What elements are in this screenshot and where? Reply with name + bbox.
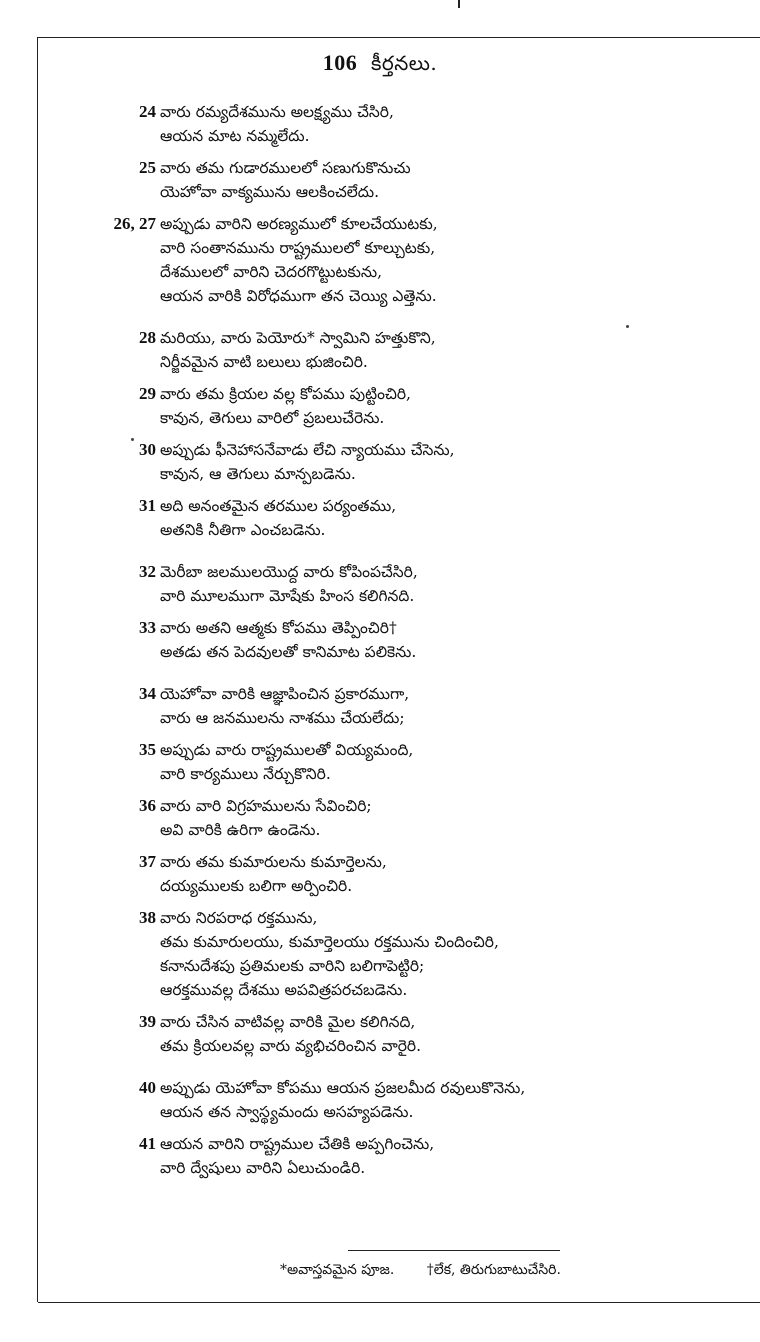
verse-text: అప్పుడు వారిని అరణ్యములో కూలచేయుటకు, xyxy=(160,215,438,233)
verse-text: తమ కుమారులయు, కుమార్తెలయు రక్తమును చిందించిరి, xyxy=(160,933,499,951)
verse-line xyxy=(139,1076,750,1100)
verse-number: 40 xyxy=(139,1078,156,1097)
verse xyxy=(139,1010,750,1058)
bottom-rule xyxy=(38,1302,760,1303)
verse-text: అతడు తన పెదవులతో కానిమాట పలికెను. xyxy=(160,643,417,661)
verse-text: కావున, ఆ తెగులు మాన్పబడెను. xyxy=(160,465,356,483)
verse xyxy=(139,850,750,898)
verse-line xyxy=(139,326,750,350)
verse-text: యెహోవా వారికి ఆజ్ఞాపించిన ప్రకారముగా, xyxy=(160,685,410,703)
verse-text: మరియు, వారు పెయోరు* స్వామిని హత్తుకొని, xyxy=(160,329,436,347)
footnote-2: †లేక, తిరుగుబాటుచేసిరి. xyxy=(426,1262,561,1278)
verse-text: ఆయన తన స్వాస్థ్యమందు అసహ్యపడెను. xyxy=(160,1103,414,1121)
verse-line xyxy=(139,850,750,874)
verse-line xyxy=(139,560,750,584)
verse xyxy=(139,100,750,148)
verse-line xyxy=(160,954,750,978)
verse-text: అవి వారికి ఉరిగా ఉండెను. xyxy=(160,821,321,839)
verse xyxy=(139,794,750,842)
verse-number: 29 xyxy=(139,384,156,403)
verse-line xyxy=(160,406,750,430)
verse-text: వారు తమ క్రియల వల్ల కోపము పుట్టించిరి, xyxy=(160,385,411,403)
speck-mark xyxy=(626,325,629,328)
verse-number: 41 xyxy=(139,1134,156,1153)
verse-line xyxy=(160,462,750,486)
verse-text: ఆయన వారిని రాష్ట్రముల చేతికి అప్పగించెను, xyxy=(160,1135,435,1153)
verse-line xyxy=(160,124,750,148)
left-rule xyxy=(37,37,38,1302)
verse-text: నిర్జీవమైన వాటి బలులు భుజించిరి. xyxy=(160,353,368,371)
verse-text: వారి సంతానమును రాష్ట్రములలో కూల్చుటకు, xyxy=(160,239,436,257)
verse-number: 35 xyxy=(139,740,156,759)
verse-text: యెహోవా వాక్యమును ఆలకించలేదు. xyxy=(160,183,380,201)
verse-text: అప్పుడు యెహోవా కోపము ఆయన ప్రజలమీద రవులుకొనెను, xyxy=(160,1079,526,1097)
verse-line xyxy=(160,284,750,308)
verse-line xyxy=(113,212,750,236)
verse-text: వారు రమ్యదేశమును అలక్ష్యము చేసిరి, xyxy=(160,103,394,121)
verse-text: వారు నిరపరాధ రక్తమును, xyxy=(160,909,318,927)
verse-number: 32 xyxy=(139,562,156,581)
verse-text: ఆయన మాట నమ్మలేదు. xyxy=(160,127,310,145)
verse-line xyxy=(139,382,750,406)
verse-line xyxy=(160,640,750,664)
verse-text: వారి ద్వేషులు వారిని ఏలుచుండిరి. xyxy=(160,1159,366,1177)
page-header xyxy=(0,50,760,80)
verse-text: అప్పుడు వారు రాష్ట్రములతో వియ్యమంది, xyxy=(160,741,414,759)
verse-line xyxy=(160,1156,750,1180)
verse xyxy=(139,906,750,1002)
verse-number: 26, 27 xyxy=(113,214,156,233)
verse xyxy=(139,560,750,608)
verse-line xyxy=(160,518,750,542)
top-tick-mark xyxy=(458,0,460,8)
verse-text: వారు అతని ఆత్మకు కోపము తెప్పించిరి† xyxy=(160,619,397,637)
verse-number: 24 xyxy=(139,102,156,121)
verse-line xyxy=(160,874,750,898)
verse-text: వారు ఆ జనములను నాశము చేయలేదు; xyxy=(160,709,405,727)
verse-number: 33 xyxy=(139,618,156,637)
verse-number: 28 xyxy=(139,328,156,347)
verse-text: కనానుదేశపు ప్రతిమలకు వారిని బలిగాపెట్టిరి; xyxy=(160,957,425,975)
verse xyxy=(139,1132,750,1180)
verse-number: 34 xyxy=(139,684,156,703)
verse-line xyxy=(160,818,750,842)
verse-text: అది అనంతమైన తరముల పర్యంతము, xyxy=(160,497,397,515)
verse xyxy=(139,1076,750,1124)
page-title: కీర్తనలు. xyxy=(370,51,438,75)
verse-number: 31 xyxy=(139,496,156,515)
speck-mark xyxy=(131,438,134,441)
footnote-rule xyxy=(348,1250,560,1251)
verse-text: వారి కార్యములు నేర్చుకొనిరి. xyxy=(160,765,331,783)
verse-text: ఆయన వారికి విరోధముగా తన చెయ్యి ఎత్తెను. xyxy=(160,287,437,305)
verse-text: అప్పుడు ఫీనెహాసనేవాడు లేచి న్యాయము చేసెను, xyxy=(160,441,455,459)
verse-line xyxy=(139,100,750,124)
verse-text: మెరీబా జలములయొద్ద వారు కోపింపచేసిరి, xyxy=(160,563,418,581)
verse-text: వారి మూలముగా మోషేకు హింస కలిగినది. xyxy=(160,587,415,605)
footnote-1: *అవాస్తవమైన పూజ. xyxy=(280,1262,395,1278)
verses-block xyxy=(113,100,750,1188)
verse-text: వారు తమ కుమారులను కుమార్తెలను, xyxy=(160,853,387,871)
verse-text: వారు చేసిన వాటివల్ల వారికి మైల కలిగినది, xyxy=(160,1013,416,1031)
page-number: 106 xyxy=(322,50,358,75)
verse xyxy=(113,212,750,308)
verse-line xyxy=(139,438,750,462)
footnotes xyxy=(280,1262,589,1281)
verse-line xyxy=(139,682,750,706)
verse-text: ఆరక్తమువల్ల దేశము అపవిత్రపరచబడెను. xyxy=(160,981,408,999)
verse-line xyxy=(160,930,750,954)
verse-line xyxy=(160,180,750,204)
verse-line xyxy=(160,236,750,260)
verse-line xyxy=(160,706,750,730)
verse-text: దేశములలో వారిని చెదరగొట్టుటకును, xyxy=(160,263,383,281)
verse xyxy=(139,156,750,204)
verse-line xyxy=(160,260,750,284)
verse-number: 30 xyxy=(139,440,156,459)
verse-text: తమ క్రియలవల్ల వారు వ్యభిచరించిన వారైరి. xyxy=(160,1037,422,1055)
verse-line xyxy=(139,1132,750,1156)
verse-line xyxy=(139,156,750,180)
verse xyxy=(139,616,750,664)
verse-line xyxy=(160,350,750,374)
verse-number: 25 xyxy=(139,158,156,177)
verse xyxy=(139,438,750,486)
verse-line xyxy=(139,616,750,640)
verse-line xyxy=(139,738,750,762)
verse-line xyxy=(139,794,750,818)
verse xyxy=(139,738,750,786)
top-rule xyxy=(38,37,760,38)
verse-number: 39 xyxy=(139,1012,156,1031)
verse xyxy=(139,494,750,542)
verse-line xyxy=(160,978,750,1002)
verse-text: కావున, తెగులు వారిలో ప్రబలుచేరెను. xyxy=(160,409,385,427)
verse-line xyxy=(160,1034,750,1058)
verse-line xyxy=(139,906,750,930)
verse-line xyxy=(139,494,750,518)
verse-line xyxy=(160,762,750,786)
verse xyxy=(139,682,750,730)
verse xyxy=(139,382,750,430)
verse-text: దయ్యములకు బలిగా అర్పించిరి. xyxy=(160,877,353,895)
verse-line xyxy=(160,584,750,608)
verse-number: 36 xyxy=(139,796,156,815)
verse-text: అతనికి నీతిగా ఎంచబడెను. xyxy=(160,521,326,539)
verse-number: 37 xyxy=(139,852,156,871)
verse-text: వారు తమ గుడారములలో సణుగుకొనుచు xyxy=(160,159,411,177)
verse-text: వారు వారి విగ్రహములను సేవించిరి; xyxy=(160,797,372,815)
verse-number: 38 xyxy=(139,908,156,927)
verse xyxy=(139,326,750,374)
verse-line xyxy=(139,1010,750,1034)
verse-line xyxy=(160,1100,750,1124)
